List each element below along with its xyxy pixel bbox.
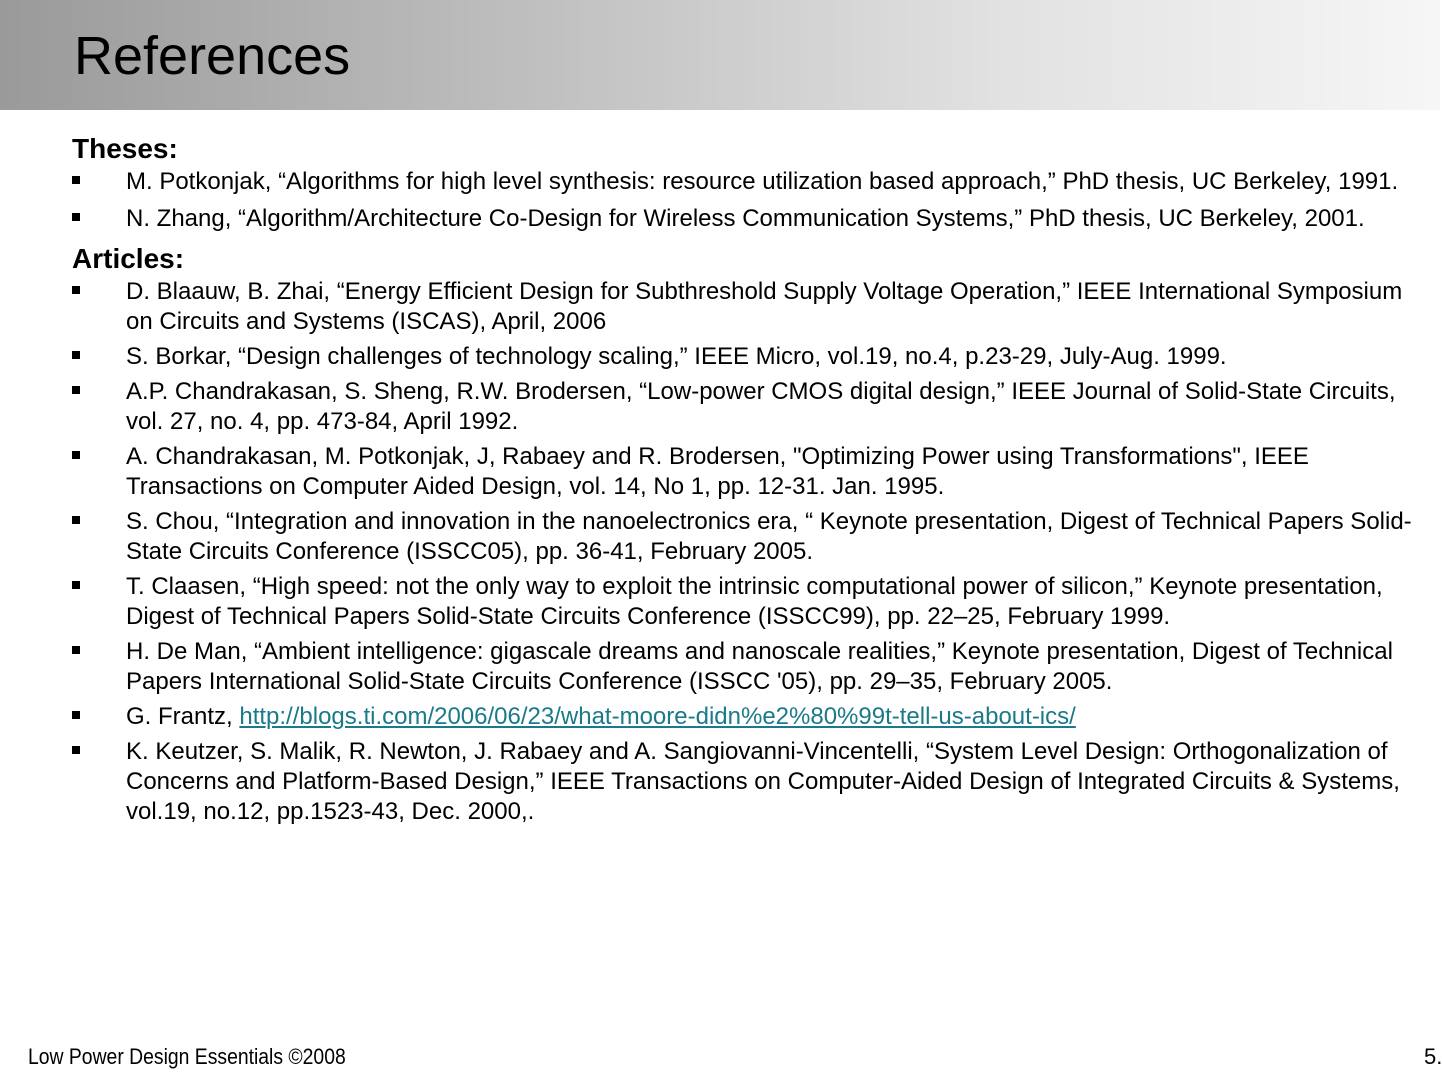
slide-title: References: [74, 26, 351, 86]
reference-text: D. Blaauw, B. Zhai, “Energy Efficient Design for Subthreshold Supply Voltage Operation,” IEEE International Symposium on Circuits and Systems (ISCAS), April, 2006: [126, 278, 1403, 335]
page-number: 5.: [1424, 1044, 1442, 1069]
reference-text: S. Borkar, “Design challenges of technology scaling,” IEEE Micro, vol.19, no.4, p.23-29, July-Aug. 1999.: [126, 343, 1227, 370]
square-bullet-icon: [72, 451, 80, 459]
reference-text: A.P. Chandrakasan, S. Sheng, R.W. Brodersen, “Low-power CMOS digital design,” IEEE Journal of Solid-State Circuits, vol. 27, no. 4, pp. 473-84, April 1992.: [126, 378, 1396, 435]
list-item: [72, 702, 1432, 732]
footer-copyright: Low Power Design Essentials ©2008: [28, 1044, 346, 1069]
square-bullet-icon: [72, 746, 80, 754]
list-item: [72, 572, 1432, 632]
square-bullet-icon: [72, 286, 80, 294]
reference-link[interactable]: http://blogs.ti.com/2006/06/23/what-moore-didn%e2%80%99t-tell-us-about-ics/: [239, 703, 1076, 730]
square-bullet-icon: [72, 351, 80, 359]
square-bullet-icon: [72, 213, 80, 221]
square-bullet-icon: [72, 516, 80, 524]
section-heading-theses: Theses:: [72, 133, 178, 164]
articles-list: [72, 277, 1432, 827]
reference-prefix: G. Frantz,: [126, 703, 240, 730]
square-bullet-icon: [72, 176, 80, 184]
list-item: [72, 277, 1432, 337]
list-item: [72, 377, 1432, 437]
theses-list: [72, 167, 1432, 236]
title-bar: [0, 0, 1440, 110]
reference-text: T. Claasen, “High speed: not the only way to exploit the intrinsic computational power of silicon,” Keynote presentation, Digest of Technical Papers Solid-State Circuits Conference (ISSCC99), pp. 22–25, February 1999.: [126, 573, 1383, 630]
section-heading-articles: Articles:: [72, 243, 185, 274]
list-item: [72, 202, 1432, 236]
reference-text: A. Chandrakasan, M. Potkonjak, J, Rabaey and R. Brodersen, "Optimizing Power using Transformations", IEEE Transactions on Computer Aided Design, vol. 14, No 1, pp. 12-31. Jan. 1995.: [126, 443, 1309, 500]
square-bullet-icon: [72, 646, 80, 654]
list-item: [72, 637, 1432, 697]
reference-text: K. Keutzer, S. Malik, R. Newton, J. Rabaey and A. Sangiovanni-Vincentelli, “System Level Design: Orthogonalization of Concerns and Platform-Based Design,” IEEE Transactions on Computer-Aided Design of Integrated Circuits & Systems, vol.19, no.12, pp.1523-43, Dec. 2000,.: [126, 738, 1400, 825]
reference-text: M. Potkonjak, “Algorithms for high level synthesis: resource utilization based approach,” PhD thesis, UC Berkeley, 1991.: [126, 168, 1399, 195]
square-bullet-icon: [72, 386, 80, 394]
list-item: [72, 167, 1432, 197]
list-item: [72, 507, 1432, 567]
reference-text: H. De Man, “Ambient intelligence: gigascale dreams and nanoscale realities,” Keynote presentation, Digest of Technical Papers International Solid-State Circuits Conference (ISSCC '05), pp. 29–35, February 2005.: [126, 638, 1393, 695]
reference-text: S. Chou, “Integration and innovation in the nanoelectronics era, “ Keynote presentation, Digest of Technical Papers Solid-State Circuits Conference (ISSCC05), pp. 36-41, February 2005.: [126, 508, 1412, 565]
list-item: [72, 737, 1432, 827]
list-item: [72, 442, 1432, 502]
reference-text: N. Zhang, “Algorithm/Architecture Co-Design for Wireless Communication Systems,” PhD thesis, UC Berkeley, 2001.: [126, 205, 1365, 232]
square-bullet-icon: [72, 581, 80, 589]
square-bullet-icon: [72, 711, 80, 719]
references-content: [72, 131, 1432, 832]
list-item: [72, 342, 1432, 372]
